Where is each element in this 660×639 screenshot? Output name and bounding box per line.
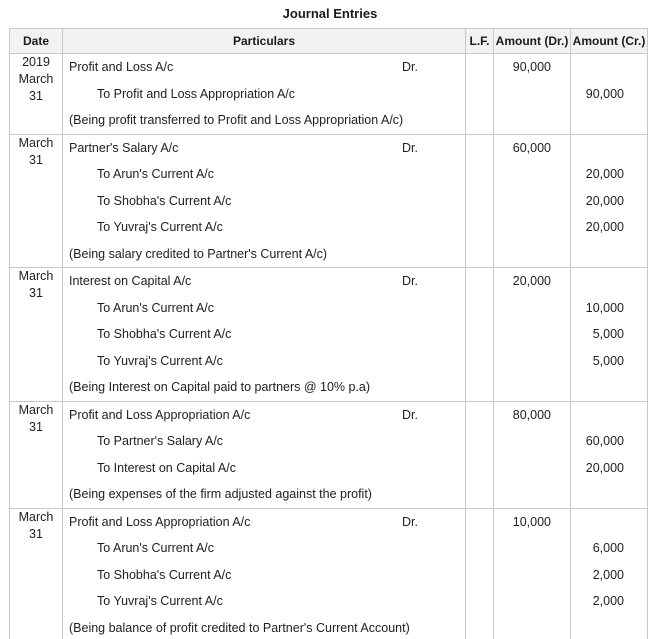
account-name: To Arun's Current A/c — [97, 167, 215, 182]
entry-line — [63, 455, 465, 482]
entry-date-day: March 31 — [18, 509, 54, 541]
entry-debit-amounts — [494, 134, 571, 268]
narration-text: (Being balance of profit credited to Partner's Current Account) — [69, 620, 410, 635]
entry-date — [10, 401, 63, 508]
narration-text: (Being Interest on Capital paid to partners @ 10% p.a) — [69, 380, 371, 395]
credit-amount: 2,000 — [592, 567, 624, 582]
credit-amount: 20,000 — [585, 460, 624, 475]
entry-line — [63, 161, 465, 188]
dr-marker: Dr. — [402, 407, 418, 422]
credit-amount: 20,000 — [585, 193, 624, 208]
entry-line — [63, 402, 465, 429]
journal-entry — [10, 54, 648, 135]
account-name: To Shobha's Current A/c — [97, 193, 232, 208]
debit-amount: 80,000 — [512, 407, 551, 422]
header-row — [10, 29, 648, 54]
entry-date — [10, 134, 63, 268]
entry-particulars — [63, 54, 466, 135]
debit-amount: 20,000 — [512, 274, 551, 289]
entry-date — [10, 268, 63, 402]
account-name: To Arun's Current A/c — [97, 541, 215, 556]
debit-amount: 60,000 — [512, 140, 551, 155]
entry-line — [63, 588, 465, 615]
entry-line — [63, 135, 465, 162]
credit-amount: 6,000 — [592, 541, 624, 556]
account-name: To Profit and Loss Appropriation A/c — [97, 86, 296, 101]
account-name: To Shobha's Current A/c — [97, 327, 232, 342]
account-name: Profit and Loss Appropriation A/c — [69, 407, 251, 422]
entry-lf — [466, 134, 494, 268]
entry-line — [63, 535, 465, 562]
entry-lf — [466, 268, 494, 402]
credit-amount: 5,000 — [592, 353, 624, 368]
account-name: To Partner's Salary A/c — [97, 434, 224, 449]
narration-line — [63, 241, 465, 268]
entry-date-day: March 31 — [18, 135, 54, 167]
entry-debit-amounts — [494, 401, 571, 508]
journal-entry — [10, 268, 648, 402]
column-header-lf: L.F. — [466, 29, 494, 54]
account-name: To Yuvraj's Current A/c — [97, 594, 223, 609]
narration-text: (Being expenses of the firm adjusted against the profit) — [69, 487, 372, 502]
entry-line — [63, 81, 465, 108]
dr-marker: Dr. — [402, 140, 418, 155]
entry-particulars — [63, 508, 466, 639]
credit-amount: 20,000 — [585, 167, 624, 182]
entry-line — [63, 188, 465, 215]
entry-line — [63, 428, 465, 455]
entry-particulars — [63, 268, 466, 402]
narration-line — [63, 107, 465, 134]
entry-line — [63, 54, 465, 81]
entry-date-day: March 31 — [18, 269, 54, 300]
account-name: To Arun's Current A/c — [97, 300, 215, 315]
credit-amount: 20,000 — [585, 220, 624, 235]
narration-line — [63, 615, 465, 639]
entry-date-year: 2019 — [22, 55, 50, 69]
account-name: Partner's Salary A/c — [69, 140, 179, 155]
account-name: To Shobha's Current A/c — [97, 567, 232, 582]
entry-line — [63, 562, 465, 589]
narration-line — [63, 374, 465, 401]
journal-entry — [10, 508, 648, 639]
credit-amount: 60,000 — [585, 434, 624, 449]
entry-date — [10, 508, 63, 639]
entry-date — [10, 54, 63, 135]
entry-date-day: March 31 — [18, 402, 54, 434]
entry-lf — [466, 54, 494, 135]
narration-text: (Being salary credited to Partner's Current A/c) — [69, 246, 328, 261]
account-name: Profit and Loss Appropriation A/c — [69, 514, 251, 529]
journal-entry — [10, 401, 648, 508]
credit-amount: 10,000 — [585, 300, 624, 315]
entry-credit-amounts — [571, 401, 648, 508]
entry-date-day: March 31 — [18, 72, 54, 103]
dr-marker: Dr. — [402, 514, 418, 529]
account-name: To Interest on Capital A/c — [97, 460, 236, 475]
entry-line — [63, 509, 465, 536]
account-name: To Yuvraj's Current A/c — [97, 220, 223, 235]
table-header — [10, 29, 648, 54]
debit-amount: 90,000 — [512, 60, 551, 75]
column-header-amount-dr: Amount (Dr.) — [494, 29, 571, 54]
entry-debit-amounts — [494, 268, 571, 402]
page-title: Journal Entries — [282, 6, 378, 21]
narration-line — [63, 481, 465, 508]
credit-amount: 90,000 — [585, 86, 624, 101]
column-header-particulars: Particulars — [63, 29, 466, 54]
account-name: Interest on Capital A/c — [69, 274, 192, 289]
account-name: To Yuvraj's Current A/c — [97, 353, 223, 368]
entry-line — [63, 214, 465, 241]
debit-amount: 10,000 — [512, 514, 551, 529]
entry-particulars — [63, 134, 466, 268]
entry-credit-amounts — [571, 268, 648, 402]
entry-lf — [466, 508, 494, 639]
entry-particulars — [63, 401, 466, 508]
column-header-amount-cr: Amount (Cr.) — [571, 29, 648, 54]
entry-credit-amounts — [571, 508, 648, 639]
entry-debit-amounts — [494, 508, 571, 639]
column-header-date: Date — [10, 29, 63, 54]
narration-text: (Being profit transferred to Profit and Loss Appropriation A/c) — [69, 113, 404, 128]
account-name: Profit and Loss A/c — [69, 60, 174, 75]
entry-line — [63, 268, 465, 295]
credit-amount: 5,000 — [592, 327, 624, 342]
entry-line — [63, 295, 465, 322]
credit-amount: 2,000 — [592, 594, 624, 609]
journal-entry — [10, 134, 648, 268]
entry-credit-amounts — [571, 54, 648, 135]
entry-credit-amounts — [571, 134, 648, 268]
dr-marker: Dr. — [402, 274, 418, 289]
entry-line — [63, 348, 465, 375]
entry-line — [63, 321, 465, 348]
journal-table — [9, 28, 648, 639]
dr-marker: Dr. — [402, 60, 418, 75]
entry-lf — [466, 401, 494, 508]
entry-debit-amounts — [494, 54, 571, 135]
